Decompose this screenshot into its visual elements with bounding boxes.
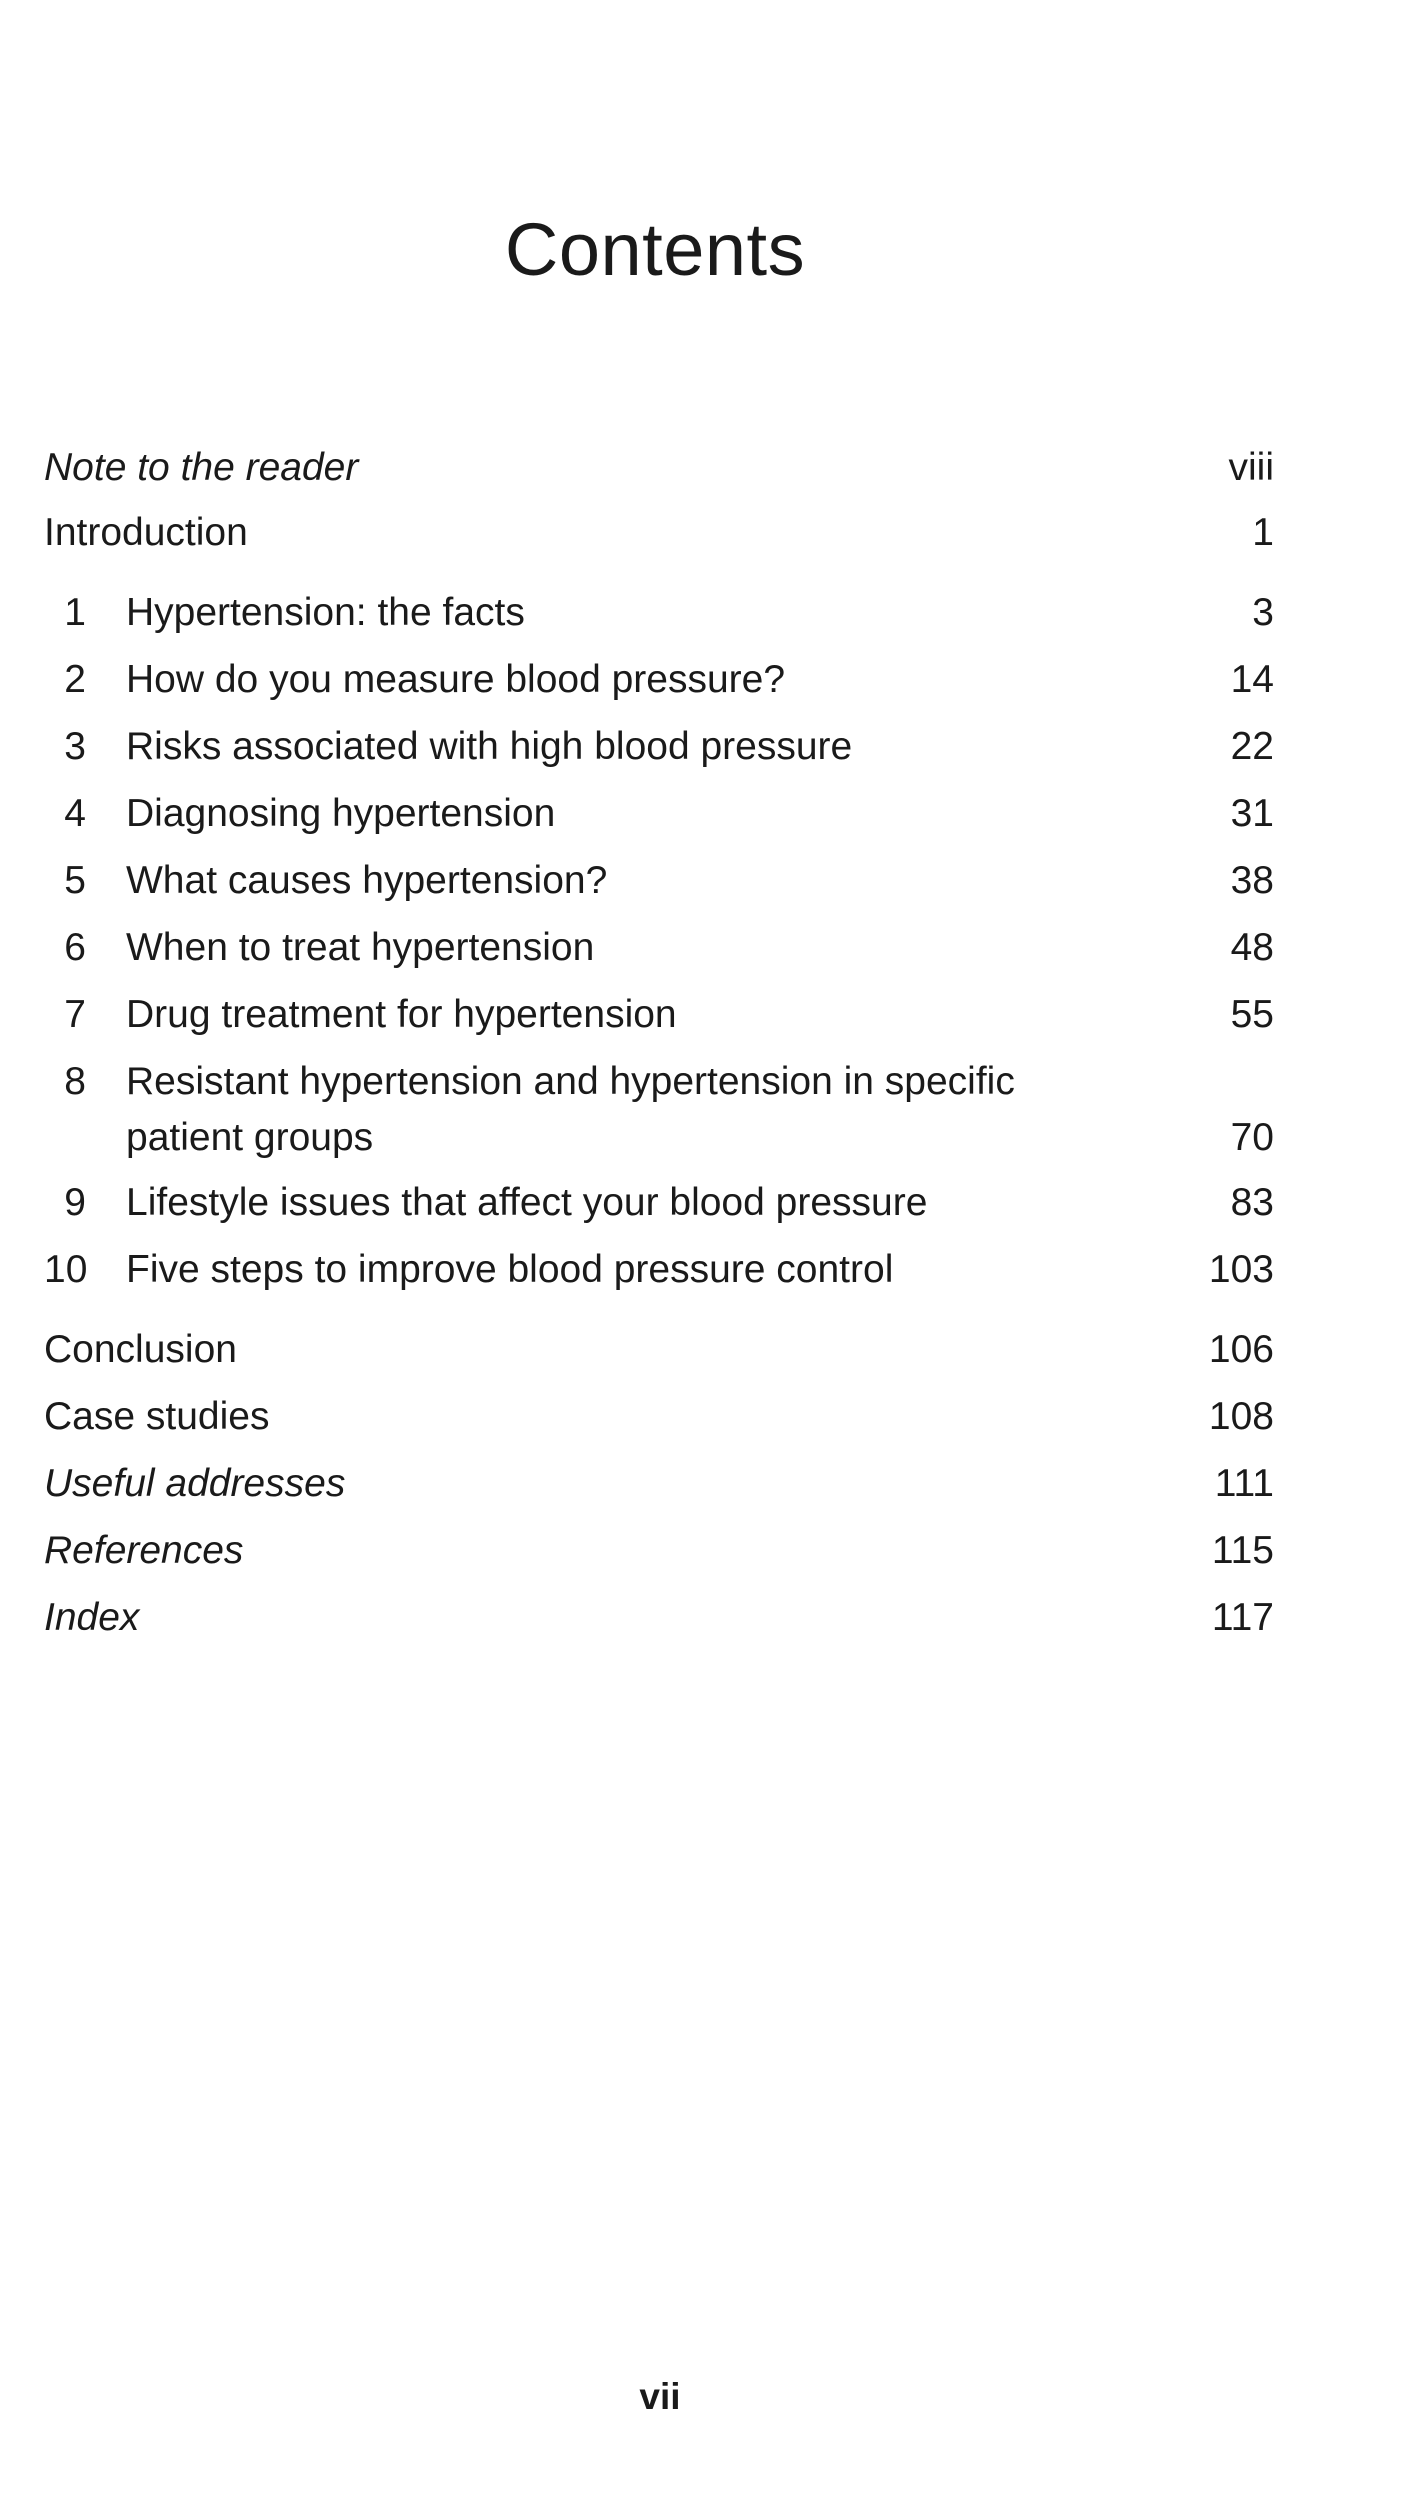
toc-entry-label: Case studies — [44, 1395, 270, 1438]
toc-entry-label: Introduction — [44, 511, 248, 554]
chapter-title-line-2: patient groups — [126, 1116, 374, 1159]
chapter-page: 22 — [1230, 725, 1274, 768]
toc-entry-page: 117 — [1211, 1596, 1274, 1639]
chapter-page: 14 — [1230, 658, 1274, 701]
chapter-title: Diagnosing hypertension — [126, 792, 556, 835]
toc-chapter-7 — [44, 987, 1274, 1043]
chapter-number: 2 — [64, 658, 86, 701]
chapter-page: 38 — [1230, 859, 1274, 902]
toc-chapter-3 — [44, 719, 1274, 775]
toc-chapter-9 — [44, 1175, 1274, 1231]
chapter-page: 31 — [1230, 792, 1274, 835]
chapter-title: When to treat hypertension — [126, 926, 595, 969]
chapter-page: 83 — [1230, 1181, 1274, 1224]
toc-entry-page: 115 — [1211, 1529, 1274, 1572]
chapter-number: 8 — [64, 1060, 86, 1103]
chapter-title: Hypertension: the facts — [126, 591, 525, 634]
toc-entry-index — [44, 1590, 1274, 1646]
chapter-page: 3 — [1252, 591, 1274, 634]
toc-entry-label: Useful addresses — [44, 1462, 346, 1505]
toc-entry-label: Note to the reader — [44, 446, 359, 489]
toc-chapter-2 — [44, 652, 1274, 708]
chapter-title: Drug treatment for hypertension — [126, 993, 677, 1036]
toc-chapter-8 — [44, 1054, 1274, 1170]
chapter-page: 70 — [1230, 1116, 1274, 1159]
chapter-page: 48 — [1230, 926, 1274, 969]
toc-entry-page: 106 — [1208, 1328, 1274, 1371]
chapter-page: 103 — [1208, 1248, 1274, 1291]
toc-entry-conclusion — [44, 1322, 1274, 1378]
toc-chapter-5 — [44, 853, 1274, 909]
chapter-number: 9 — [64, 1181, 86, 1224]
chapter-title: Lifestyle issues that affect your blood pressure — [126, 1181, 928, 1224]
chapter-title: What causes hypertension? — [126, 859, 608, 902]
toc-entry-page: 108 — [1208, 1395, 1274, 1438]
chapter-title: Risks associated with high blood pressure — [126, 725, 853, 768]
chapter-number: 6 — [64, 926, 86, 969]
chapter-number: 7 — [64, 993, 86, 1036]
chapter-title — [126, 1054, 1015, 1166]
toc-entry-introduction — [44, 505, 1274, 561]
toc-entry-page: 1 — [1252, 511, 1274, 554]
toc-entry-page: 111 — [1214, 1462, 1274, 1505]
toc-entry-label: Conclusion — [44, 1328, 237, 1371]
chapter-title: How do you measure blood pressure? — [126, 658, 786, 701]
toc-entry-references — [44, 1523, 1274, 1579]
toc-entry-case-studies — [44, 1389, 1274, 1445]
chapter-page: 55 — [1230, 993, 1274, 1036]
chapter-title: Five steps to improve blood pressure control — [126, 1248, 894, 1291]
toc-chapter-10 — [44, 1242, 1274, 1298]
toc-chapter-1 — [44, 585, 1274, 641]
toc-entry-useful-addresses — [44, 1456, 1274, 1512]
chapter-number: 10 — [44, 1248, 88, 1291]
chapter-number: 4 — [64, 792, 86, 835]
toc-entry-label: References — [44, 1529, 244, 1572]
toc-chapter-4 — [44, 786, 1274, 842]
toc-entry-page: viii — [1228, 446, 1274, 489]
toc-entry-label: Index — [44, 1596, 140, 1639]
toc-chapter-6 — [44, 920, 1274, 976]
toc-entry-note-to-reader — [44, 440, 1274, 496]
page-title: Contents — [504, 208, 806, 291]
chapter-title-line-1: Resistant hypertension and hypertension in specific — [126, 1060, 1015, 1103]
page-number: vii — [639, 2376, 681, 2417]
chapter-number: 1 — [64, 591, 86, 634]
chapter-number: 3 — [64, 725, 86, 768]
chapter-number: 5 — [64, 859, 86, 902]
